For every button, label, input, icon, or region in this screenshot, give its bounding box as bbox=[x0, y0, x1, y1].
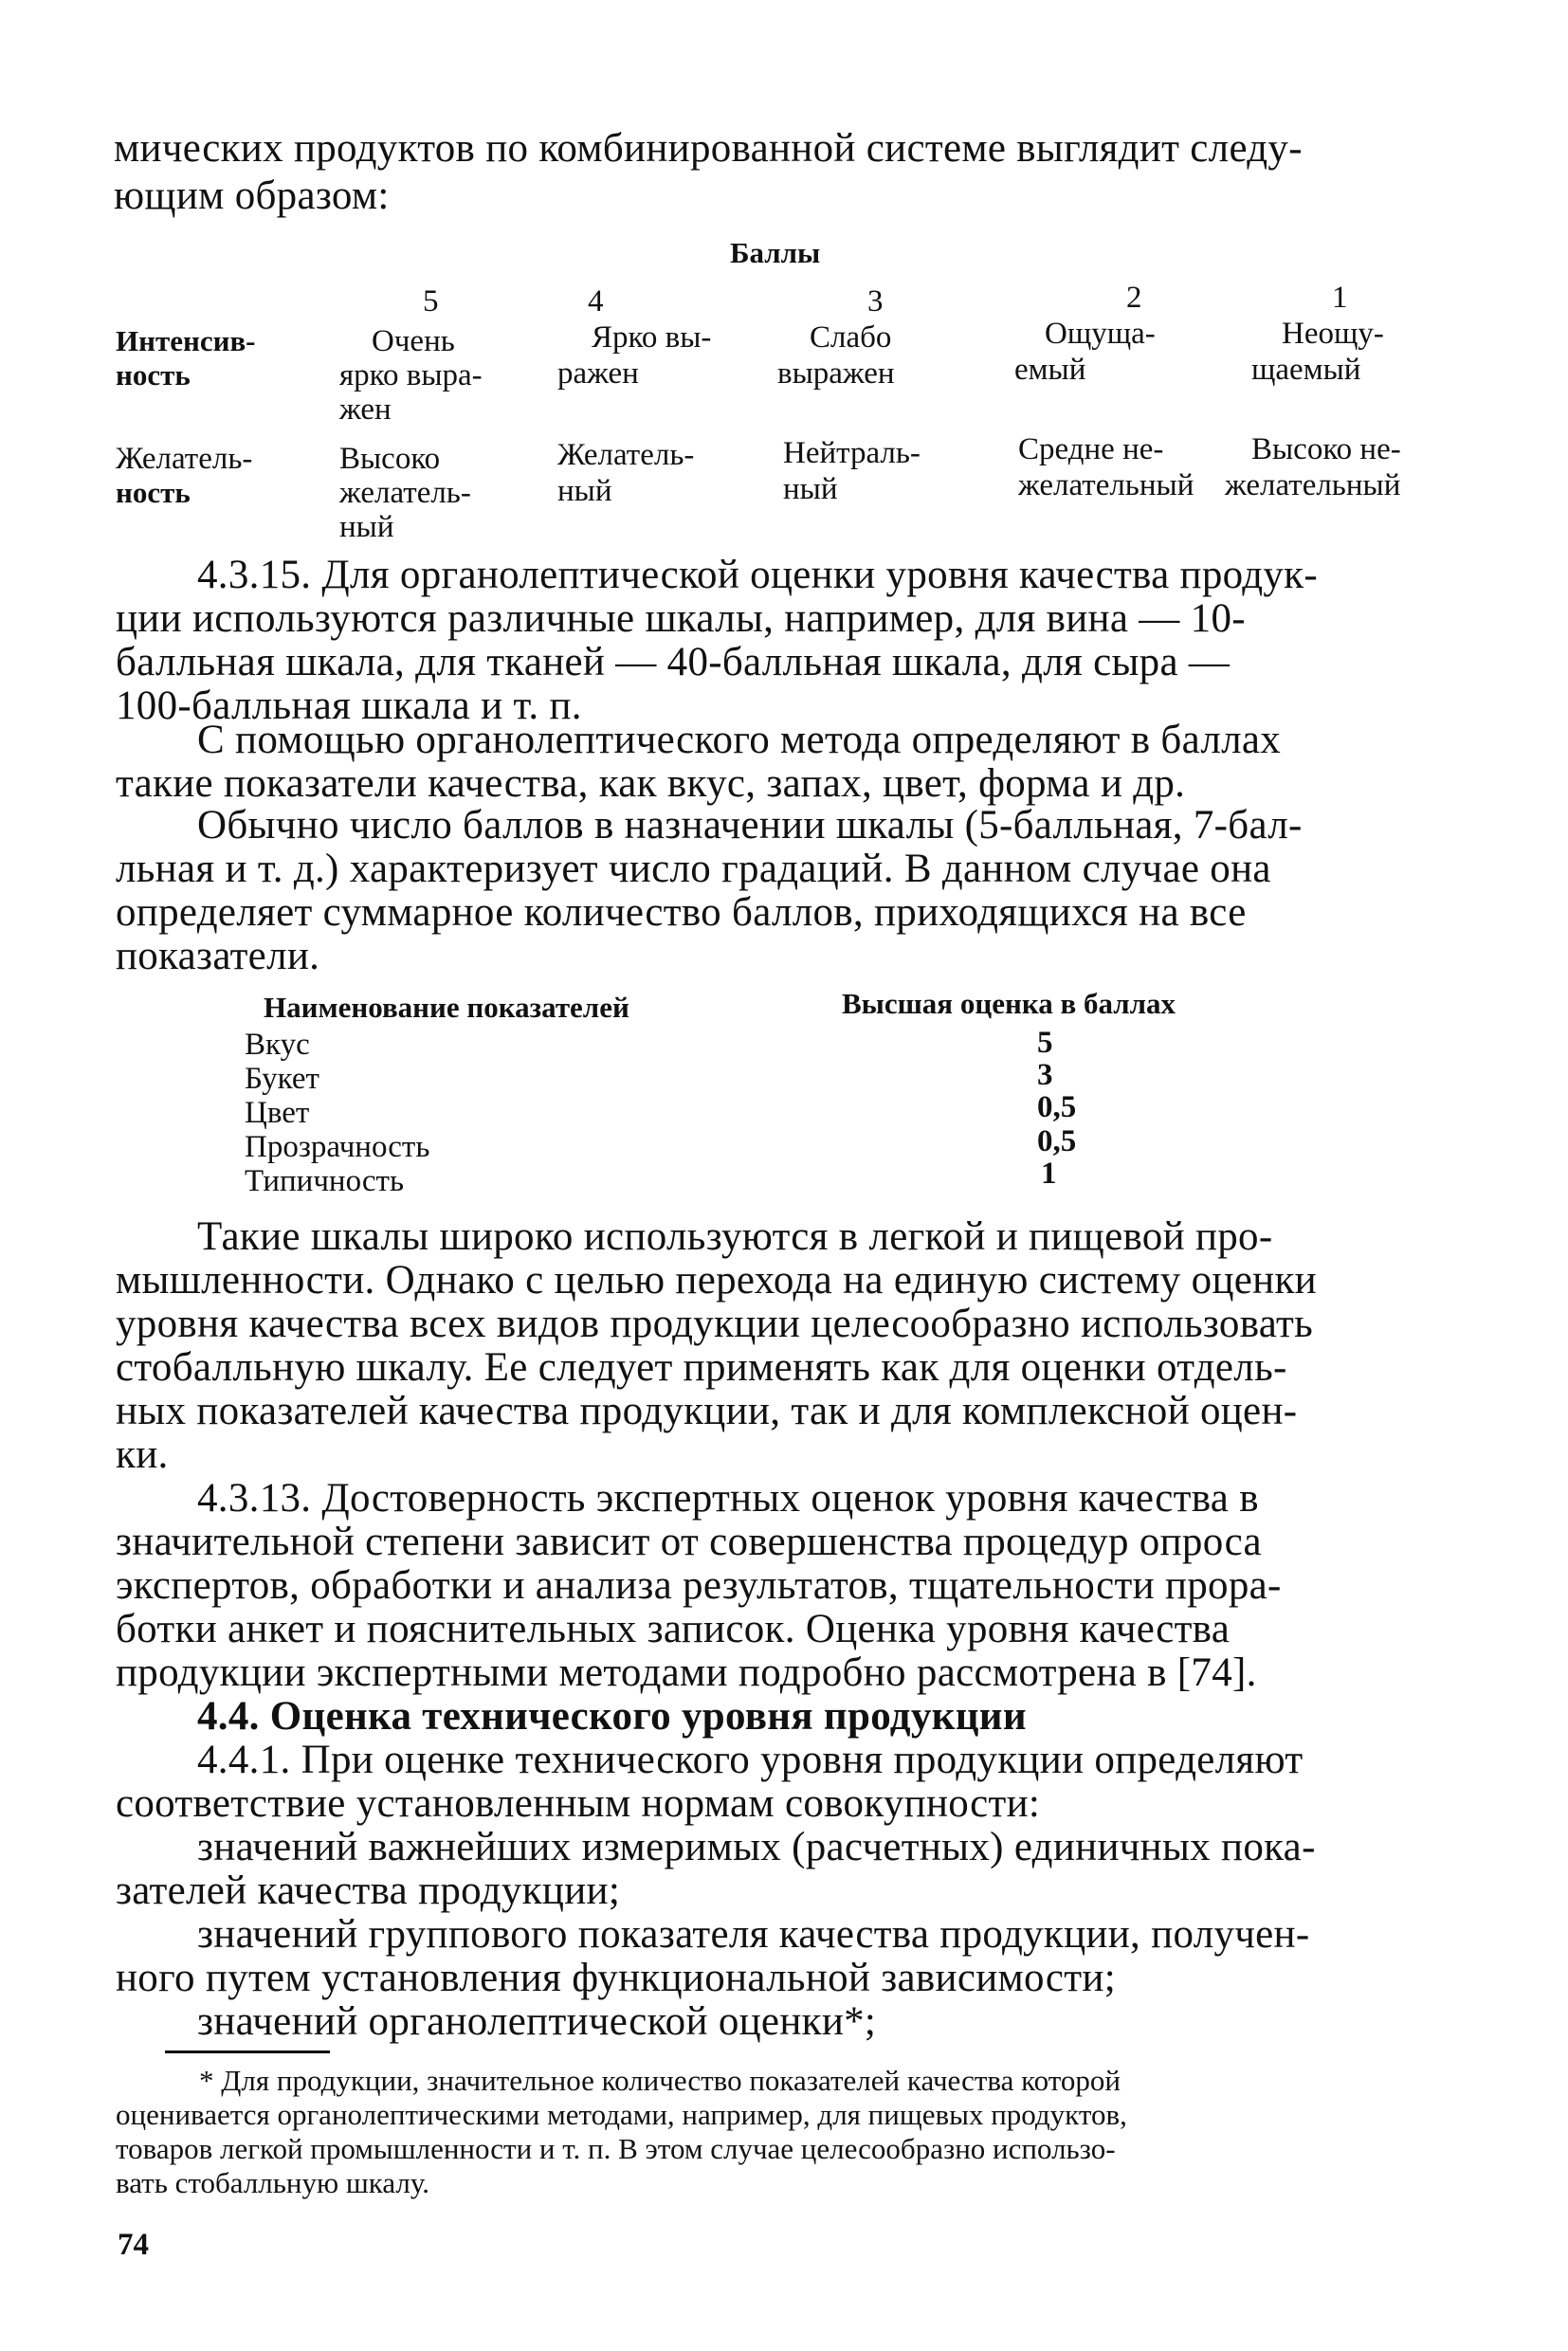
scale-column-header: 1 bbox=[1332, 281, 1348, 315]
paragraph-line: ботки анкет и пояснительных записок. Оценка уровня качества bbox=[116, 1607, 1231, 1651]
scale-cell: желательный bbox=[1018, 468, 1194, 502]
footnote-line: вать стобалльную шкалу. bbox=[116, 2166, 430, 2199]
intro-line: ющим образом: bbox=[114, 173, 390, 218]
score-table-name: Букет bbox=[245, 1062, 319, 1096]
scale-row-label: ность bbox=[116, 358, 191, 392]
score-table-value: 5 bbox=[1037, 1026, 1053, 1060]
scale-cell: ярко выра- bbox=[339, 358, 483, 392]
score-table-name: Вкус bbox=[245, 1028, 310, 1062]
list-item-line: значений группового показателя качества продукции, получен- bbox=[197, 1912, 1310, 1957]
scale-row-label: ность bbox=[116, 476, 191, 509]
score-table-header-name: Наименование показателей bbox=[264, 991, 629, 1024]
list-item-line: значений важнейших измеримых (расчетных) единичных пока- bbox=[197, 1825, 1316, 1869]
paragraph-line: Обычно число баллов в назначении шкалы (5-балльная, 7-бал- bbox=[197, 803, 1303, 847]
paragraph-line: 4.3.13. Достоверность экспертных оценок уровня качества в bbox=[197, 1476, 1259, 1521]
paragraph-line: определяет суммарное количество баллов, приходящихся на все bbox=[116, 890, 1247, 935]
paragraph-line: 4.3.15. Для органолептической оценки уровня качества продук- bbox=[197, 553, 1318, 597]
paragraph-line: 100-балльная шкала и т. п. bbox=[116, 683, 582, 728]
scale-table-title: Баллы bbox=[730, 236, 821, 269]
paragraph-line: 4.4.1. При оценке технического уровня продукции определяют bbox=[197, 1738, 1304, 1782]
scale-cell: щаемый bbox=[1251, 353, 1361, 387]
score-table-name: Прозрачность bbox=[245, 1130, 430, 1164]
paragraph-line: соответствие установленным нормам совокупности: bbox=[116, 1781, 1041, 1826]
scale-cell: Ярко вы- bbox=[592, 320, 712, 355]
score-table-header-score: Высшая оценка в баллах bbox=[842, 987, 1176, 1020]
scale-cell: выражен bbox=[777, 356, 895, 391]
paragraph-line: ки. bbox=[116, 1432, 169, 1477]
paragraph-line: такие показатели качества, как вкус, запах, цвет, форма и др. bbox=[116, 761, 1186, 806]
footnote-line: товаров легкой промышленности и т. п. В этом случае целесообразно использо- bbox=[116, 2132, 1116, 2165]
scale-cell: ный bbox=[557, 474, 612, 508]
paragraph-line: уровня качества всех видов продукции целесообразно использовать bbox=[116, 1302, 1314, 1346]
scale-column-header: 5 bbox=[423, 284, 439, 319]
scale-column-header: 2 bbox=[1126, 281, 1142, 315]
list-item-line: зателей качества продукции; bbox=[116, 1868, 621, 1913]
list-item-line: ного путем установления функциональной зависимости; bbox=[116, 1956, 1116, 2000]
paragraph-line: ции используются различные шкалы, например, для вина — 10- bbox=[116, 596, 1246, 641]
scale-cell: емый bbox=[1014, 353, 1086, 387]
footnote-rule bbox=[165, 2050, 330, 2053]
score-table-value: 0,5 bbox=[1037, 1090, 1077, 1124]
score-table-value: 1 bbox=[1041, 1157, 1057, 1191]
scale-cell: желательный bbox=[1225, 468, 1401, 502]
scale-cell: ный bbox=[783, 472, 838, 506]
footnote-line: * Для продукции, значительное количество показателей качества которой bbox=[199, 2064, 1121, 2097]
scale-cell: Нейтраль- bbox=[783, 436, 921, 470]
page-number: 74 bbox=[118, 2228, 149, 2262]
scale-cell: Желатель- bbox=[557, 438, 695, 472]
scale-row-label: Интенсив- bbox=[116, 324, 256, 357]
paragraph-line: С помощью органолептического метода определяют в баллах bbox=[197, 718, 1282, 762]
scale-column-header: 4 bbox=[588, 284, 604, 319]
scale-row-label: Желатель- bbox=[116, 442, 253, 476]
score-table-name: Цвет bbox=[245, 1096, 310, 1130]
score-table-value: 0,5 bbox=[1037, 1124, 1077, 1158]
scale-cell: желатель- bbox=[339, 476, 471, 510]
paragraph-line: ных показателей качества продукции, так и для комплексной оцен- bbox=[116, 1389, 1298, 1433]
paragraph-line: мышленности. Однако с целью перехода на единую систему оценки bbox=[116, 1258, 1317, 1303]
section-heading: 4.4. Оценка технического уровня продукции bbox=[197, 1694, 1027, 1739]
paragraph-line: стобалльную шкалу. Ее следует применять как для оценки отдель- bbox=[116, 1345, 1287, 1390]
score-table-name: Типичность bbox=[245, 1164, 405, 1198]
scale-cell: Средне не- bbox=[1018, 432, 1164, 466]
paragraph-line: Такие шкалы широко используются в легкой и пищевой про- bbox=[197, 1214, 1273, 1259]
scale-cell: ражен bbox=[557, 356, 639, 391]
scale-cell: Неощу- bbox=[1282, 317, 1384, 351]
intro-line: мических продуктов по комбинированной системе выглядит следу- bbox=[114, 126, 1303, 171]
scale-cell: жен bbox=[339, 392, 392, 427]
scale-cell: ный bbox=[339, 510, 394, 544]
paragraph-line: балльная шкала, для тканей — 40-балльная шкала, для сыра — bbox=[116, 640, 1231, 684]
paragraph-line: значительной степени зависит от совершенства процедур опроса bbox=[116, 1520, 1262, 1564]
score-table-value: 3 bbox=[1037, 1058, 1053, 1092]
paragraph-line: экспертов, обработки и анализа результатов, тщательности прора- bbox=[116, 1563, 1282, 1608]
scale-cell: Высоко не- bbox=[1251, 432, 1401, 466]
scale-cell: Слабо bbox=[810, 320, 892, 355]
paragraph-line: льная и т. д.) характеризует число градаций. В данном случае она bbox=[116, 847, 1271, 891]
scale-cell: Очень bbox=[372, 324, 455, 358]
scale-column-header: 3 bbox=[867, 284, 884, 319]
footnote-line: оценивается органолептическими методами, например, для пищевых продуктов, bbox=[116, 2098, 1127, 2131]
scale-cell: Высоко bbox=[339, 442, 441, 476]
paragraph-line: продукции экспертными методами подробно рассмотрена в [74]. bbox=[116, 1650, 1257, 1695]
paragraph-line: показатели. bbox=[116, 934, 320, 978]
scale-cell: Ощуща- bbox=[1045, 317, 1156, 351]
list-item-line: значений органолептической оценки*; bbox=[197, 1999, 877, 2044]
